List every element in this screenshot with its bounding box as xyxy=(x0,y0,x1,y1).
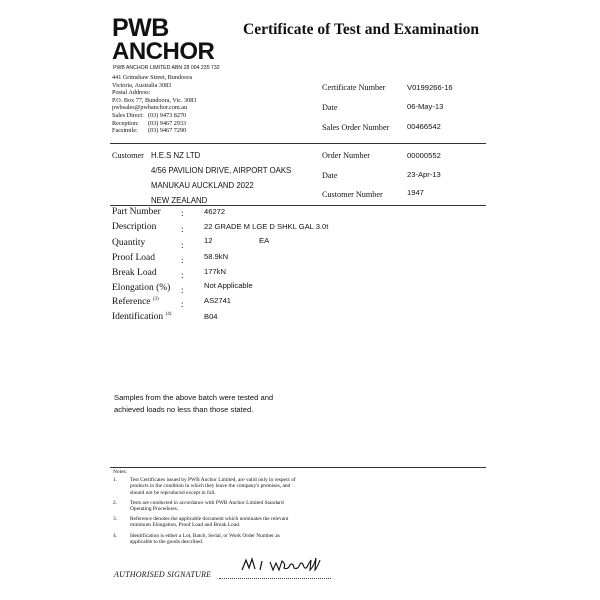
quantity-value: 12 xyxy=(204,236,213,245)
reference-label-text: Reference xyxy=(112,297,151,308)
certificate-number-value: V0199266-16 xyxy=(407,83,453,92)
identification-label xyxy=(112,312,171,322)
reference-footnote-marker: (3) xyxy=(152,297,159,302)
break-load-label: Break Load xyxy=(112,268,157,278)
test-statement xyxy=(114,392,273,416)
customer-address-line: NEW ZEALAND xyxy=(151,196,208,205)
address-line: 441 Grimshaw Street, Bundoora xyxy=(112,74,193,81)
description-colon: : xyxy=(181,224,184,234)
note-line: applicable to the goods described. xyxy=(130,539,204,546)
header-divider xyxy=(110,143,486,144)
quantity-colon: : xyxy=(181,240,184,250)
company-logo xyxy=(112,14,215,65)
customer-address-line: 4/56 PAVILION DRIVE, AIRPORT OAKS xyxy=(151,166,292,175)
logo-line-pwb: PWB xyxy=(112,14,169,42)
proof-load-colon: : xyxy=(181,255,184,265)
note-number: 2. xyxy=(113,500,118,506)
contact-value: (03) 9467 2933 xyxy=(148,119,187,127)
customer-name: H.E.S NZ LTD xyxy=(151,151,201,160)
elongation-colon: : xyxy=(181,285,184,295)
description-label: Description xyxy=(112,222,157,232)
contact-value: (03) 9467 7290 xyxy=(148,127,187,135)
note-number: 4. xyxy=(113,533,118,539)
sales-order-value: 00466542 xyxy=(407,122,441,131)
contact-label: Facsimile: xyxy=(112,127,138,135)
company-legal-line: PWB ANCHOR LIMITED ABN 28 004 235 732 xyxy=(113,65,220,71)
order-number-label: Order Number xyxy=(322,151,370,160)
customer-number-label: Customer Number xyxy=(322,190,383,199)
identification-label-text: Identification xyxy=(112,312,164,323)
certificate-number-label: Certificate Number xyxy=(322,83,386,92)
address-line: P.O. Box 77, Bundoora, Vic. 3083 xyxy=(112,96,197,104)
company-address xyxy=(112,74,272,135)
note-item xyxy=(113,516,373,529)
address-line: Victoria, Australia 3083 xyxy=(112,81,172,89)
company-email: pwbsales@pwbanchor.com.au xyxy=(112,104,188,112)
reference-label xyxy=(112,297,159,307)
note-item xyxy=(113,500,373,513)
break-load-value: 177kN xyxy=(204,267,226,276)
signature-dotted-line xyxy=(219,578,331,579)
note-line: Operating Procedures. xyxy=(130,506,179,513)
customer-number-value: 1947 xyxy=(407,188,424,197)
certificate-date-label: Date xyxy=(322,103,338,112)
order-number-value: 00000552 xyxy=(407,151,441,160)
address-line: Postal Address: xyxy=(112,89,151,97)
order-date-value: 23-Apr-13 xyxy=(407,170,441,179)
note-line: minimum Elongation, Proof Load and Break Load. xyxy=(130,522,241,529)
document-title: Certificate of Test and Examination xyxy=(243,21,479,38)
customer-divider xyxy=(110,205,486,206)
reference-value: AS2741 xyxy=(204,296,232,305)
note-line: products in the condition in which they leave the company's premises, and xyxy=(130,483,291,490)
quantity-label: Quantity xyxy=(112,238,146,248)
identification-footnote-marker: (4) xyxy=(165,312,172,317)
customer-address-line: MANUKAU AUCKLAND 2022 xyxy=(151,181,254,190)
part-number-value: 46272 xyxy=(204,207,226,216)
note-line: should not be reproduced except in full. xyxy=(130,489,216,496)
reference-colon: : xyxy=(181,299,184,309)
handwritten-signature xyxy=(238,552,348,578)
customer-label: Customer xyxy=(112,151,144,160)
elongation-value: Not Applicable xyxy=(204,281,253,290)
part-number-colon: : xyxy=(181,208,184,218)
contact-label: Sales Direct: xyxy=(112,111,144,119)
proof-load-label: Proof Load xyxy=(112,253,156,263)
order-date-label: Date xyxy=(322,171,338,180)
contact-row xyxy=(112,112,272,120)
contact-row xyxy=(112,127,272,135)
authorised-signature-label: AUTHORISED SIGNATURE xyxy=(114,570,212,579)
description-value: 22 GRADE M LGE D SHKL GAL 3.0t xyxy=(204,222,329,231)
note-line: Test Certificates issued by PWB Anchor Limited, are valid only in respect of xyxy=(130,477,296,483)
break-load-colon: : xyxy=(181,270,184,280)
note-line: Tests are conducted in accordance with PWB Anchor Limited Standard xyxy=(130,500,284,506)
contact-value: (03) 9473 8270 xyxy=(148,111,187,119)
elongation-label: Elongation (%) xyxy=(112,283,171,293)
statement-line: achieved loads no less than those stated. xyxy=(114,405,254,414)
identification-value: B04 xyxy=(204,312,218,321)
note-line: Identification is either a Lot, Batch, Serial, or Work Order Number as xyxy=(130,533,280,539)
contact-label: Reception: xyxy=(112,119,139,127)
part-number-label: Part Number xyxy=(112,207,161,217)
statement-line: Samples from the above batch were tested and xyxy=(114,393,274,402)
note-number: 1. xyxy=(113,477,118,483)
logo-line-anchor: ANCHOR xyxy=(112,38,215,65)
notes-divider xyxy=(110,467,486,468)
note-line: Reference denotes the applicable document which nominates the relevant xyxy=(130,516,289,522)
sales-order-label: Sales Order Number xyxy=(322,123,390,132)
note-item xyxy=(113,477,373,496)
quantity-unit: EA xyxy=(259,236,270,245)
note-number: 3. xyxy=(113,516,118,522)
notes-heading: Notes: xyxy=(113,469,128,475)
contact-row xyxy=(112,120,272,128)
certificate-date-value: 06-May-13 xyxy=(407,102,444,111)
note-item xyxy=(113,533,373,546)
proof-load-value: 58.9kN xyxy=(204,252,229,261)
